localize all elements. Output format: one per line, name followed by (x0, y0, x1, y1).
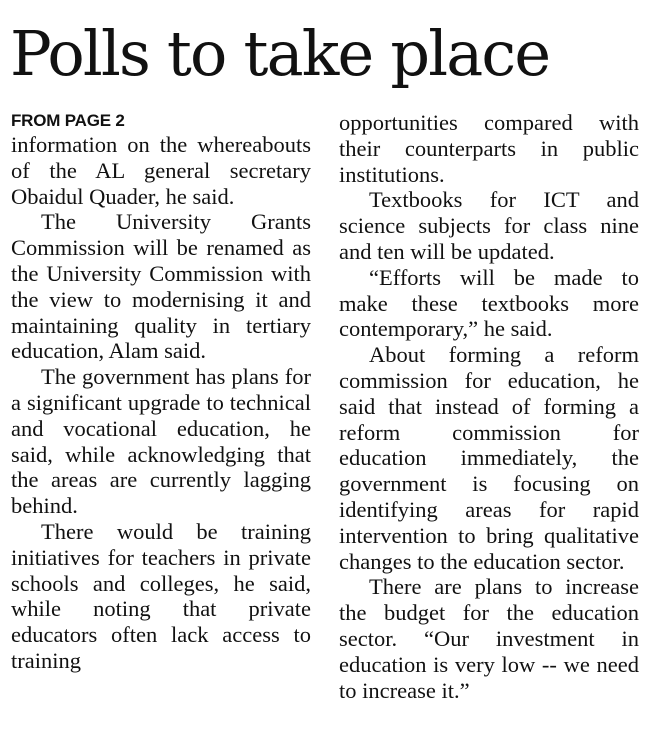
article-paragraph: opportunities compared with their counterparts in public institutions. (339, 110, 639, 187)
article-paragraph: There would be training initiatives for teachers in private schools and colleges, he said, while noting that private educators often lack access to training (11, 518, 311, 673)
article-paragraph: The University Grants Commission will be renamed as the University Commission with the view to modernising it and maintaining quality in tertiary education, Alam said. (11, 209, 311, 364)
article-column-left (11, 110, 311, 674)
article-column-right (339, 110, 639, 703)
article-paragraph: information on the whereabouts of the AL general secretary Obaidul Quader, he said. (11, 132, 311, 209)
article-paragraph: There are plans to increase the budget for the education sector. “Our investment in education is very low -- we need to increase it.” (339, 574, 639, 703)
article-paragraph: The government has plans for a significant upgrade to technical and vocational education, he said, while acknowledging that the areas are currently lagging behind. (11, 364, 311, 519)
kicker-from-page-2: FROM PAGE 2 (11, 111, 125, 130)
article-paragraph: About forming a reform commission for education, he said that instead of forming a reform commission for education immediately, the government is focusing on identifying areas for rapid intervention to bring qualitative changes to the education sector. (339, 342, 639, 574)
headline: Polls to take place (10, 17, 550, 90)
article-paragraph: “Efforts will be made to make these textbooks more contemporary,” he said. (339, 264, 639, 342)
article-paragraph: Textbooks for ICT and science subjects for class nine and ten will be updated. (339, 187, 639, 264)
